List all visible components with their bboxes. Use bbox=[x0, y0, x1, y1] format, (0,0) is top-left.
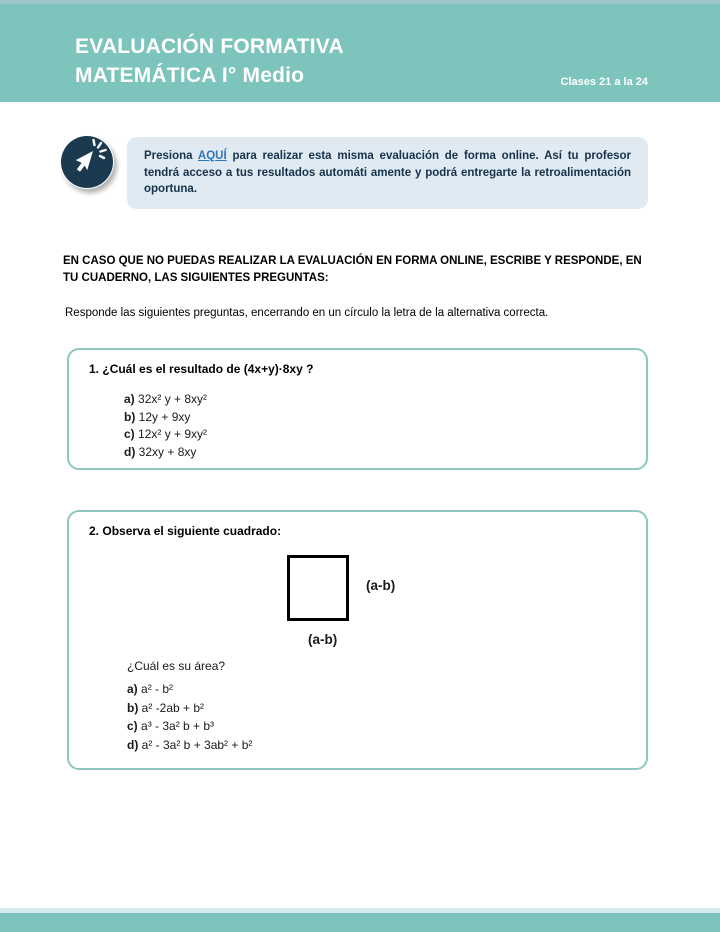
question-2-option-a bbox=[127, 680, 252, 699]
page-title-line1: EVALUACIÓN FORMATIVA bbox=[75, 35, 344, 58]
offline-instruction: EN CASO QUE NO PUEDAS REALIZAR LA EVALUACIÓN EN FORMA ONLINE, ESCRIBE Y RESPONDE, EN TU CUADERNO, LAS SIGUIENTES PREGUNTAS: bbox=[63, 255, 642, 284]
option-letter: b) bbox=[124, 409, 136, 424]
option-text: a² -2ab + b² bbox=[141, 700, 205, 715]
option-text: a³ - 3a² b + b³ bbox=[141, 719, 215, 733]
classes-range-label: Clases 21 a la 24 bbox=[560, 76, 648, 88]
option-text: 32xy + 8xy bbox=[138, 444, 197, 459]
question-1-option-a bbox=[124, 391, 207, 409]
option-letter: d) bbox=[127, 737, 139, 752]
online-evaluation-callout bbox=[127, 137, 648, 209]
question-2-text: Observa el siguiente cuadrado: bbox=[102, 524, 282, 538]
question-2-option-c bbox=[127, 717, 252, 736]
square-figure bbox=[287, 555, 349, 621]
option-letter: d) bbox=[124, 444, 136, 459]
callout-text-prefix: Presiona bbox=[144, 150, 193, 162]
question-1-option-b bbox=[124, 409, 207, 427]
question-1-option-c bbox=[124, 426, 207, 444]
question-1-number: 1. bbox=[89, 362, 100, 376]
option-text: a² - b² bbox=[141, 682, 174, 696]
option-letter: a) bbox=[124, 392, 135, 406]
footer-band bbox=[0, 913, 720, 932]
click-cursor-icon-svg bbox=[60, 135, 114, 189]
option-text: a² - 3a² b + 3ab² + b² bbox=[141, 737, 253, 752]
aqui-link[interactable]: AQUÍ bbox=[197, 150, 227, 162]
question-1-title bbox=[89, 362, 313, 376]
click-cursor-icon bbox=[60, 135, 114, 189]
header-top-strip bbox=[0, 0, 720, 4]
question-2-option-b bbox=[127, 699, 252, 718]
respond-instruction: Responde las siguientes preguntas, encerrando en un círculo la letra de la alternativa correcta. bbox=[65, 307, 549, 319]
option-text: 32x² y + 8xy² bbox=[138, 392, 208, 406]
option-text: 12y + 9xy bbox=[138, 409, 191, 424]
option-letter: a) bbox=[127, 682, 138, 696]
square-side-label-bottom: (a-b) bbox=[308, 632, 338, 647]
question-2-title bbox=[89, 524, 281, 538]
question-2-number: 2. bbox=[89, 524, 100, 538]
option-letter: b) bbox=[127, 700, 139, 715]
question-2-box bbox=[67, 510, 648, 770]
question-2-options bbox=[127, 680, 252, 754]
page-title-line2: MATEMÁTICA I° Medio bbox=[75, 64, 305, 87]
option-letter: c) bbox=[127, 719, 138, 733]
callout-text bbox=[144, 148, 631, 198]
header-band bbox=[0, 0, 720, 102]
question-2-option-d bbox=[127, 736, 252, 755]
question-2-sub-question: ¿Cuál es su área? bbox=[127, 659, 226, 673]
question-1-text: ¿Cuál es el resultado de (4x+y)·8xy ? bbox=[102, 362, 314, 376]
option-text: 12x² y + 9xy² bbox=[138, 427, 208, 441]
question-1-box bbox=[67, 348, 648, 470]
callout-text-suffix: para realizar esta misma evaluación de forma online. Así tu profesor tendrá acceso a tus resultados automáti amente y podrá entregarte la retroalimentación oportuna. bbox=[144, 150, 631, 195]
option-letter: c) bbox=[124, 427, 135, 441]
question-1-options bbox=[124, 391, 207, 461]
question-1-option-d bbox=[124, 444, 207, 462]
page-title bbox=[75, 32, 344, 90]
square-side-label-right: (a-b) bbox=[366, 578, 396, 593]
